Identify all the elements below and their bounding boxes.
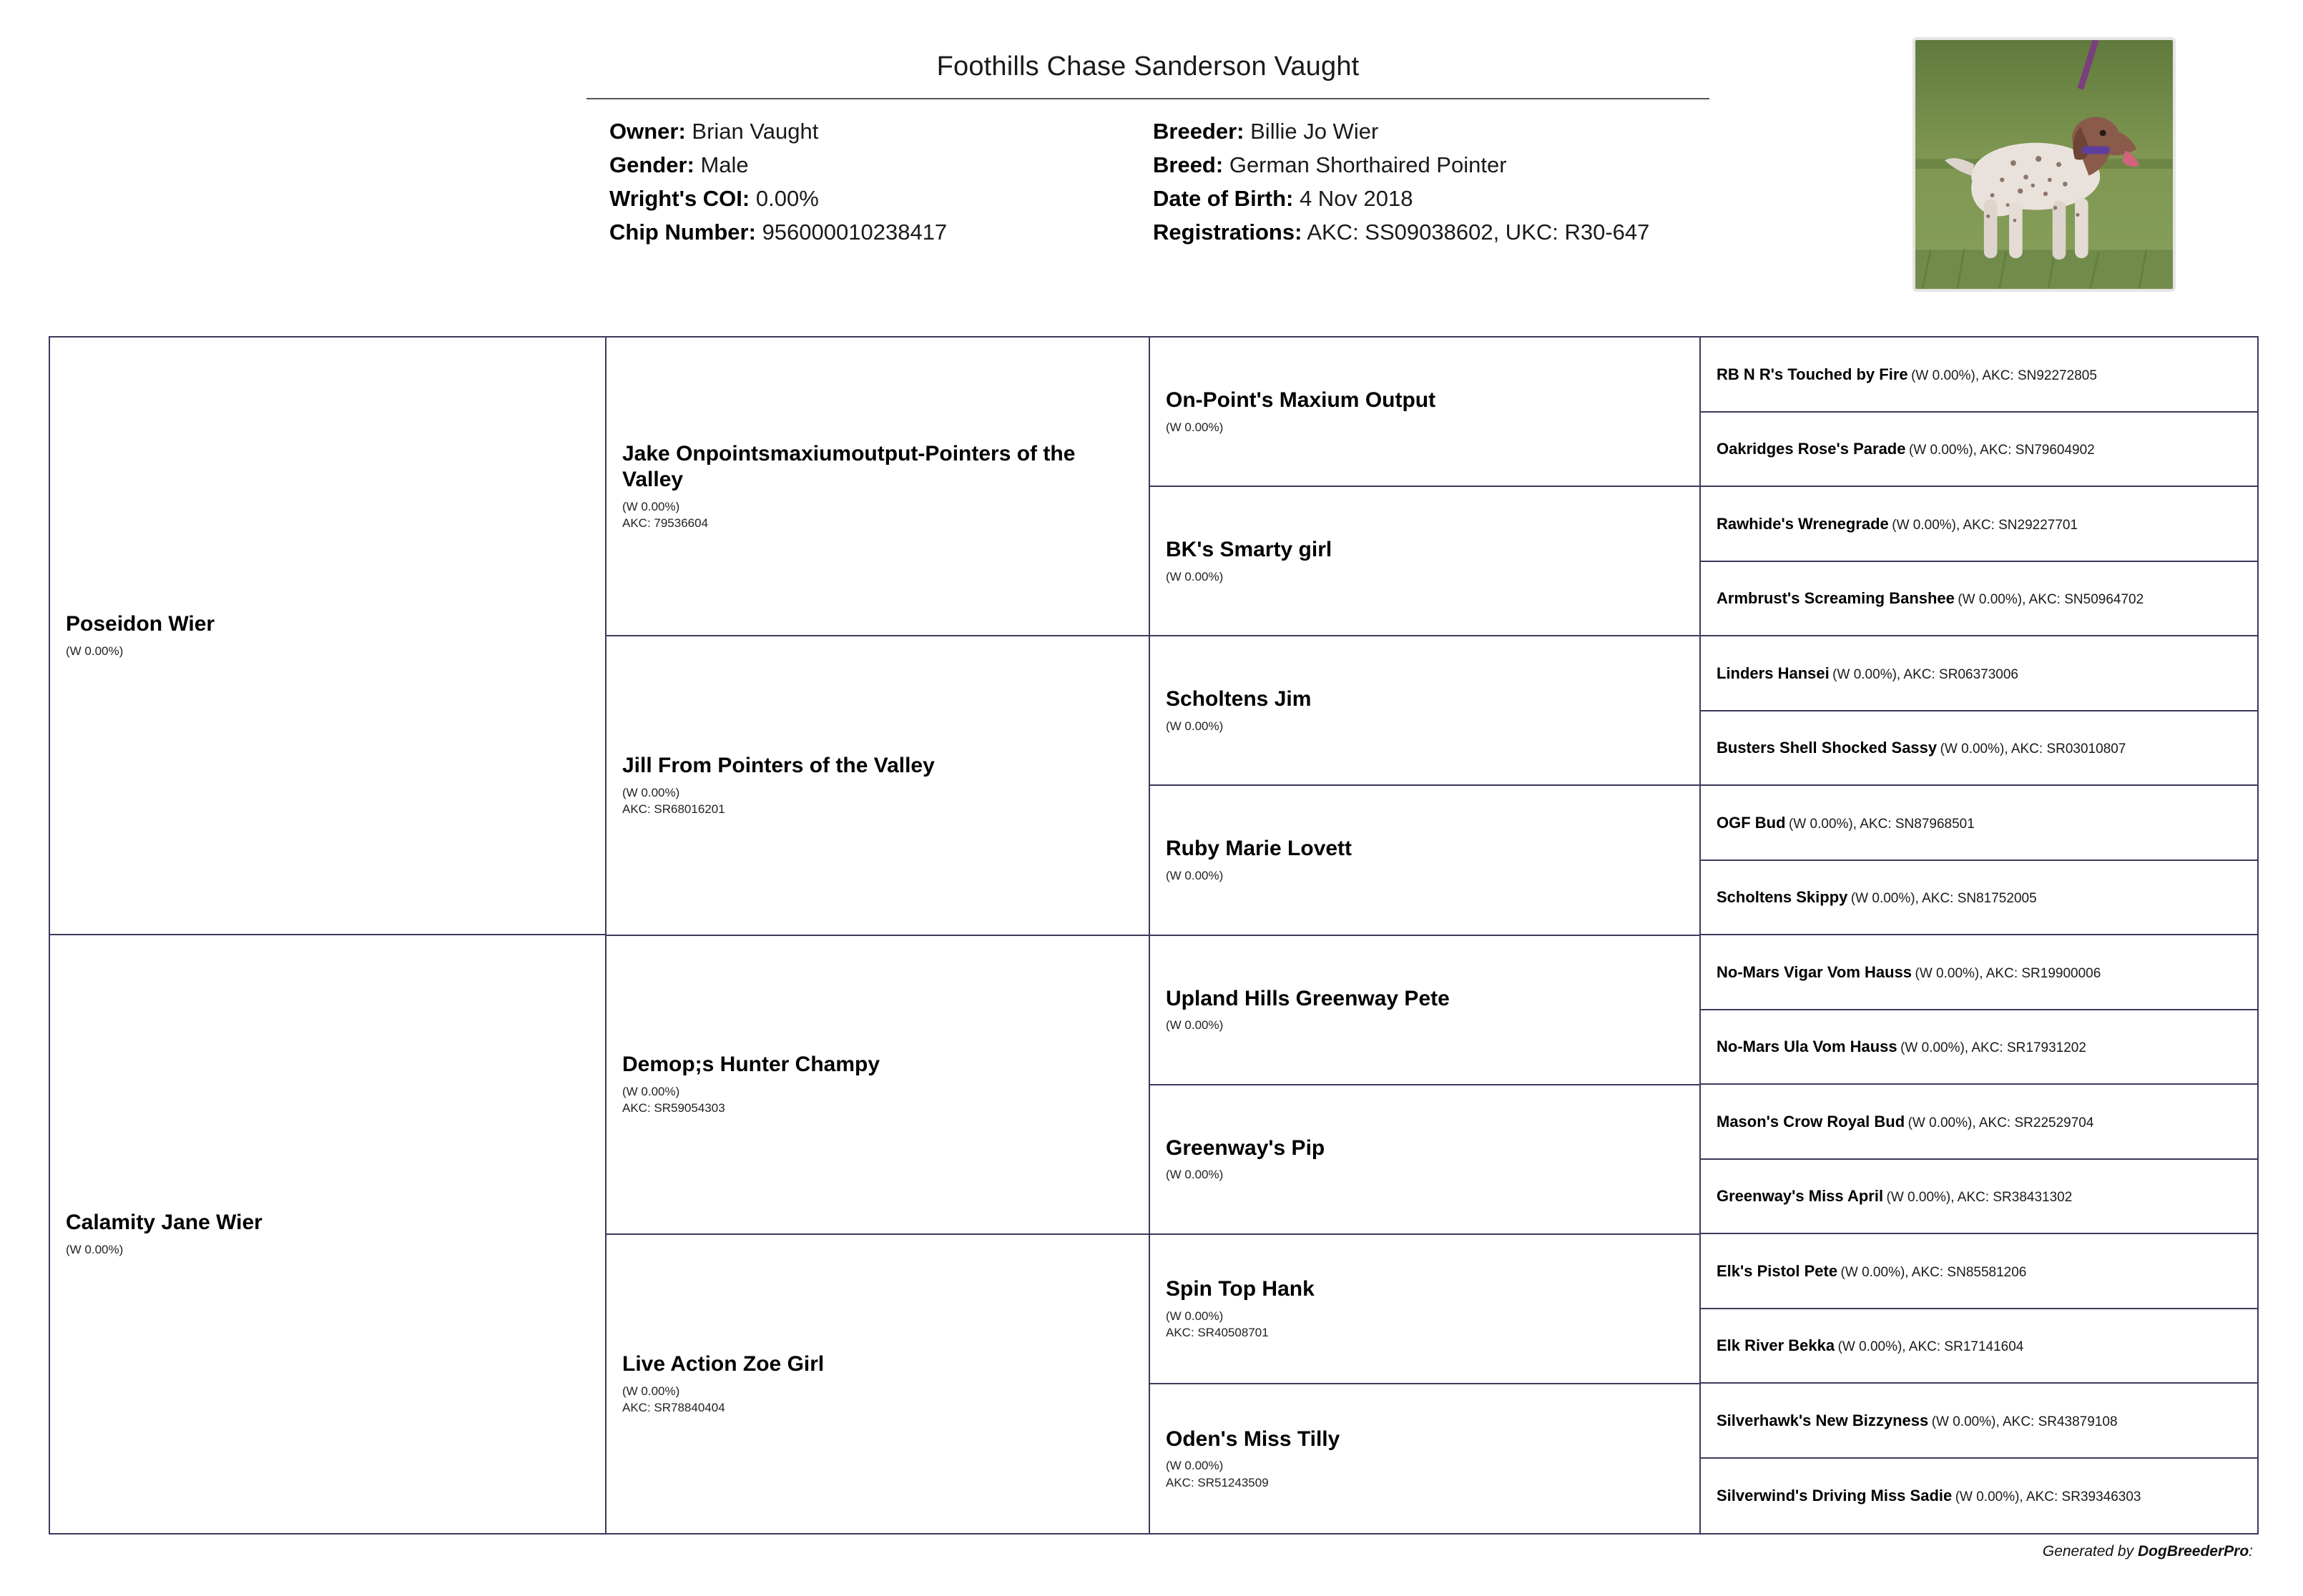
dog-name: Rawhide's Wrenegrade xyxy=(1717,514,1889,533)
dog-name: Silverhawk's New Bizzyness xyxy=(1717,1411,1929,1429)
info-label-breed: Breed: xyxy=(1153,152,1224,178)
info-value-date-of-birth: 4 Nov 2018 xyxy=(1299,186,1413,212)
pedigree-cell-g4-2[interactable] xyxy=(1701,413,2257,488)
dog-name: Greenway's Pip xyxy=(1166,1136,1325,1160)
dog-detail: (W 0.00%), AKC: SN85581206 xyxy=(1840,1264,2027,1280)
dog-name: No-Mars Ula Vom Hauss xyxy=(1717,1038,1897,1055)
info-row-date-of-birth xyxy=(1153,182,1696,215)
dog-detail: (W 0.00%), AKC: SR17141604 xyxy=(1837,1339,2024,1354)
dog-registration: AKC: SR59054303 xyxy=(622,1101,725,1115)
dog-detail: (W 0.00%), AKC: SR06373006 xyxy=(1832,666,2018,682)
dog-detail: (W 0.00%), AKC: SN79604902 xyxy=(1908,443,2095,458)
dog-name: Greenway's Miss April xyxy=(1717,1187,1884,1205)
pedigree-cell-g3-6[interactable] xyxy=(1150,1085,1701,1235)
pedigree-cell-g2-2[interactable] xyxy=(607,636,1150,935)
dog-detail: (W 0.00%), AKC: SR03010807 xyxy=(1940,742,2126,757)
document-header xyxy=(0,0,2303,315)
dog-name: Armbrust's Screaming Banshee xyxy=(1717,589,1955,607)
pedigree-generation-4 xyxy=(1701,338,2257,1533)
pedigree-cell-g4-5[interactable] xyxy=(1701,636,2257,711)
info-value-gender: Male xyxy=(700,152,749,178)
info-value-chip-number: 956000010238417 xyxy=(762,220,948,245)
pedigree-cell-g3-4[interactable] xyxy=(1150,786,1701,935)
dog-name: Mason's Crow Royal Bud xyxy=(1717,1112,1905,1130)
dog-name: Poseidon Wier xyxy=(66,612,215,636)
dog-name: RB N R's Touched by Fire xyxy=(1717,365,1908,383)
dog-detail: (W 0.00%), AKC: SN81752005 xyxy=(1850,891,2037,906)
info-label-registrations: Registrations: xyxy=(1153,220,1302,245)
pedigree-chart xyxy=(49,336,2259,1535)
dog-coi: (W 0.00%) xyxy=(622,1084,680,1098)
dog-name: Spin Top Hank xyxy=(1166,1277,1315,1301)
dog-registration: AKC: SR51243509 xyxy=(1166,1475,1269,1489)
info-row-breeder xyxy=(1153,114,1696,148)
pedigree-cell-g4-7[interactable] xyxy=(1701,786,2257,861)
dog-detail: (W 0.00%), AKC: SN92272805 xyxy=(1911,368,2097,383)
dog-coi: (W 0.00%) xyxy=(1166,1309,1224,1323)
dog-name: Live Action Zoe Girl xyxy=(622,1352,825,1376)
dog-coi: (W 0.00%) xyxy=(622,785,680,799)
title-block xyxy=(586,51,1709,99)
dog-name: Jake Onpointsmaxiumoutput-Pointers of the Valley xyxy=(622,441,1076,492)
pedigree-cell-g3-1[interactable] xyxy=(1150,338,1701,487)
dog-name: No-Mars Vigar Vom Hauss xyxy=(1717,962,1912,981)
dog-detail: (W 0.00%), AKC: SR39346303 xyxy=(1955,1489,2141,1504)
info-row-breed xyxy=(1153,148,1696,182)
pedigree-cell-g4-12[interactable] xyxy=(1701,1160,2257,1235)
info-row-chip-number xyxy=(609,215,1153,249)
pedigree-cell-g4-1[interactable] xyxy=(1701,338,2257,413)
footer-suffix: : xyxy=(2249,1543,2253,1560)
pedigree-cell-g4-13[interactable] xyxy=(1701,1234,2257,1309)
pedigree-cell-g3-2[interactable] xyxy=(1150,487,1701,636)
info-row-registrations xyxy=(1153,215,1696,249)
dog-detail: (W 0.00%), AKC: SR17931202 xyxy=(1900,1040,2086,1055)
dog-coi: (W 0.00%) xyxy=(1166,1459,1224,1473)
pedigree-cell-dam[interactable] xyxy=(50,935,607,1533)
pedigree-cell-g4-4[interactable] xyxy=(1701,562,2257,637)
info-value-registrations: AKC: SS09038602, UKC: R30-647 xyxy=(1307,220,1650,245)
pedigree-cell-g2-4[interactable] xyxy=(607,1235,1150,1533)
info-row-owner xyxy=(609,114,1153,148)
dog-photo xyxy=(1912,37,2176,292)
pedigree-cell-g3-8[interactable] xyxy=(1150,1384,1701,1533)
pedigree-generation-1 xyxy=(50,338,607,1533)
dog-name: Linders Hansei xyxy=(1717,664,1830,682)
dog-detail: (W 0.00%), AKC: SR43879108 xyxy=(1931,1414,2118,1429)
dog-name: Elk River Bekka xyxy=(1717,1336,1835,1354)
dog-info-column-right xyxy=(1153,114,1696,249)
footer-credit xyxy=(2043,1543,2253,1560)
pedigree-cell-g4-10[interactable] xyxy=(1701,1010,2257,1085)
dog-name: Demop;s Hunter Champy xyxy=(622,1053,880,1077)
dog-name: Scholtens Jim xyxy=(1166,687,1312,711)
info-label-breeder: Breeder: xyxy=(1153,119,1244,144)
dog-photo-illustration xyxy=(1915,40,2173,289)
dog-info-column-left xyxy=(609,114,1153,249)
dog-registration: AKC: SR68016201 xyxy=(622,802,725,817)
pedigree-generation-3 xyxy=(1150,338,1701,1533)
pedigree-generation-2 xyxy=(607,338,1150,1533)
pedigree-cell-g2-3[interactable] xyxy=(607,936,1150,1235)
pedigree-cell-g3-3[interactable] xyxy=(1150,636,1701,786)
info-label-owner: Owner: xyxy=(609,119,686,144)
dog-name: Silverwind's Driving Miss Sadie xyxy=(1717,1487,1953,1504)
dog-name: On-Point's Maxium Output xyxy=(1166,388,1436,413)
info-row-coi xyxy=(609,182,1153,215)
dog-detail: (W 0.00%), AKC: SN87968501 xyxy=(1789,816,1975,832)
info-label-coi: Wright's COI: xyxy=(609,186,750,212)
info-row-gender xyxy=(609,148,1153,182)
info-label-gender: Gender: xyxy=(609,152,694,178)
dog-name: BK's Smarty girl xyxy=(1166,538,1332,562)
pedigree-cell-g4-9[interactable] xyxy=(1701,935,2257,1010)
dog-registration: AKC: SR40508701 xyxy=(1166,1326,1269,1340)
dog-detail: (W 0.00%), AKC: SN50964702 xyxy=(1958,592,2144,607)
dog-registration: AKC: SR78840404 xyxy=(622,1401,725,1415)
dog-name: Busters Shell Shocked Sassy xyxy=(1717,739,1938,757)
dog-name: Calamity Jane Wier xyxy=(66,1211,262,1235)
info-label-chip-number: Chip Number: xyxy=(609,220,756,245)
dog-name: Scholtens Skippy xyxy=(1717,888,1848,906)
page-title: Foothills Chase Sanderson Vaught xyxy=(936,51,1360,82)
footer-prefix: Generated by xyxy=(2042,1543,2138,1560)
title-divider xyxy=(586,98,1709,99)
pedigree-cell-g2-1[interactable] xyxy=(607,338,1150,636)
dog-name: Jill From Pointers of the Valley xyxy=(622,754,935,778)
dog-detail: (W 0.00%), AKC: SR19900006 xyxy=(1915,965,2101,981)
pedigree-cell-g4-16[interactable] xyxy=(1701,1459,2257,1534)
pedigree-cell-g3-7[interactable] xyxy=(1150,1235,1701,1384)
dog-name: Ruby Marie Lovett xyxy=(1166,837,1352,861)
pedigree-cell-g4-15[interactable] xyxy=(1701,1384,2257,1459)
dog-detail: (W 0.00%), AKC: SR22529704 xyxy=(1907,1115,2094,1130)
dog-name: Oakridges Rose's Parade xyxy=(1717,440,1906,458)
dog-coi: (W 0.00%) xyxy=(1166,569,1224,583)
pedigree-cell-g4-14[interactable] xyxy=(1701,1309,2257,1384)
info-value-breed: German Shorthaired Pointer xyxy=(1229,152,1507,178)
dog-coi: (W 0.00%) xyxy=(1166,1168,1224,1182)
pedigree-cell-g4-3[interactable] xyxy=(1701,487,2257,562)
dog-name: Oden's Miss Tilly xyxy=(1166,1427,1340,1451)
info-value-breeder: Billie Jo Wier xyxy=(1250,119,1379,144)
dog-detail: (W 0.00%), AKC: SN29227701 xyxy=(1892,517,2078,533)
dog-coi: (W 0.00%) xyxy=(1166,1018,1224,1033)
dog-coi: (W 0.00%) xyxy=(1166,719,1224,733)
dog-coi: (W 0.00%) xyxy=(66,644,124,659)
dog-name: OGF Bud xyxy=(1717,813,1786,832)
dog-coi: (W 0.00%) xyxy=(1166,869,1224,882)
info-value-coi: 0.00% xyxy=(755,186,819,212)
dog-name: Elk's Pistol Pete xyxy=(1717,1261,1838,1280)
dog-registration: AKC: 79536604 xyxy=(622,516,709,531)
pedigree-cell-sire[interactable] xyxy=(50,338,607,935)
footer-brand: DogBreederPro xyxy=(2137,1543,2249,1560)
dog-info-panel xyxy=(609,114,1725,249)
dog-detail: (W 0.00%), AKC: SR38431302 xyxy=(1886,1190,2073,1205)
pedigree-cell-g3-5[interactable] xyxy=(1150,936,1701,1085)
pedigree-cell-g4-8[interactable] xyxy=(1701,861,2257,936)
dog-coi: (W 0.00%) xyxy=(1166,420,1224,434)
pedigree-cell-g4-11[interactable] xyxy=(1701,1085,2257,1160)
dog-name: Upland Hills Greenway Pete xyxy=(1166,986,1450,1010)
dog-coi: (W 0.00%) xyxy=(622,1384,680,1398)
pedigree-cell-g4-6[interactable] xyxy=(1701,711,2257,787)
info-label-date-of-birth: Date of Birth: xyxy=(1153,186,1294,212)
info-value-owner: Brian Vaught xyxy=(692,119,819,144)
dog-coi: (W 0.00%) xyxy=(622,499,680,513)
dog-coi: (W 0.00%) xyxy=(66,1243,124,1257)
